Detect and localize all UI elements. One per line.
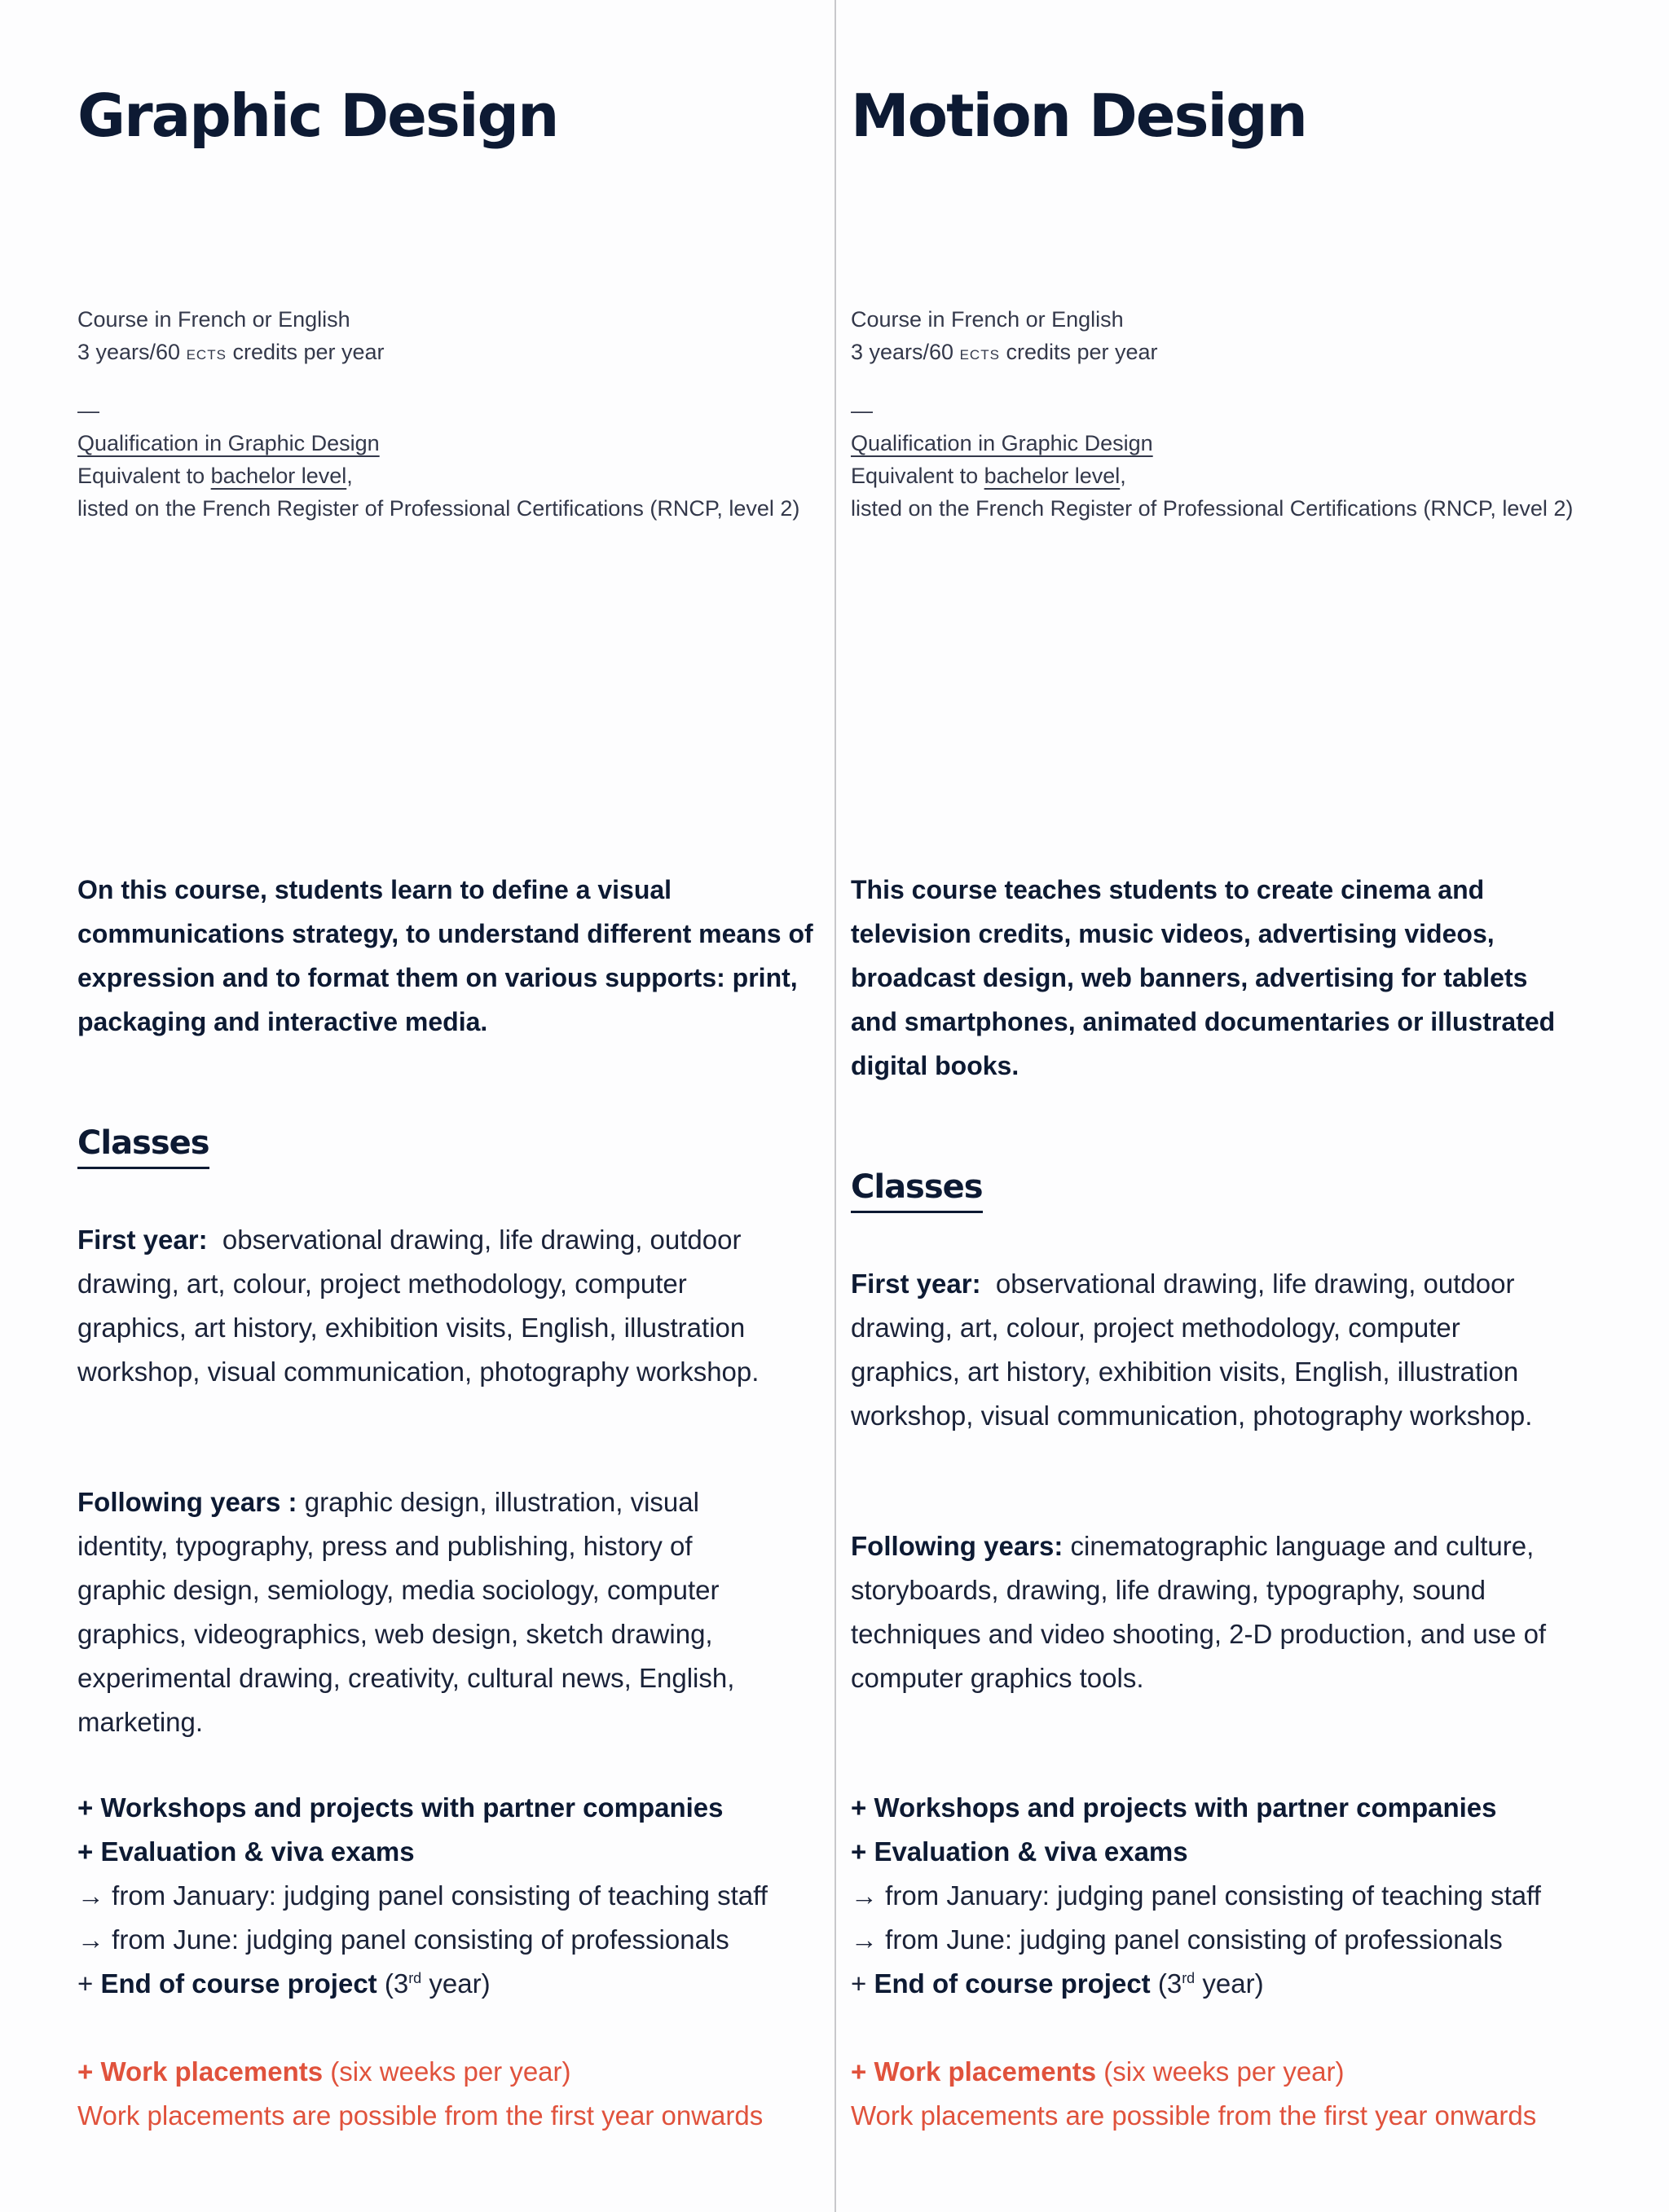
- course-extras: [77, 1786, 892, 2138]
- separator-dash: —: [77, 398, 99, 423]
- qualification-link[interactable]: Qualification in Graphic Design: [851, 431, 1153, 455]
- qualification-link-row: [77, 427, 799, 460]
- course-language: Course in French or English: [851, 307, 1124, 332]
- course-meta: [851, 303, 1573, 525]
- course-meta: [77, 303, 799, 525]
- equivalent-row: Equivalent to bachelor level,: [77, 464, 353, 488]
- workshops-item: + Workshops and projects with partner companies: [77, 1792, 724, 1823]
- course-description: On this course, students learn to define a visual communications strategy, to understand different means of expression and to format them on various supports: print, packaging and interactive media.: [77, 875, 813, 1036]
- course-duration: 3 years/60 ECTS credits per year: [77, 340, 385, 364]
- separator-dash: —: [851, 398, 873, 423]
- following-years-classes: Following years: cinematographic language and culture, storyboards, drawing, life drawing, typography, sound techniques and video shooting, 2-D production, and use of computer graphics tools.: [851, 1531, 1547, 1693]
- work-placements-item: + Work placements (six weeks per year): [851, 2056, 1345, 2087]
- course-description: This course teaches students to create cinema and television credits, music videos, advertising videos, broadcast design, web banners, advertising for tablets and smartphones, animated documentaries or illustrated digital books.: [851, 875, 1556, 1080]
- course-extras: [851, 1786, 1658, 2138]
- classes-heading: Classes: [77, 1123, 209, 1169]
- evaluation-item: + Evaluation & viva exams: [851, 1836, 1188, 1867]
- end-project-item: + End of course project (3rd year): [77, 1968, 491, 1999]
- register-text: listed on the French Register of Professional Certifications (RNCP, level 2): [851, 496, 1574, 521]
- following-years-classes: Following years : graphic design, illustration, visual identity, typography, press and publishing, history of graphic design, semiology, media sociology, computer graphics, videographics, web design, sketch drawing, experimental drawing, creativity, cultural news, English, marketing.: [77, 1487, 735, 1737]
- following-years-label: Following years :: [77, 1487, 297, 1517]
- course-language: Course in French or English: [77, 307, 350, 332]
- work-placements-note: Work placements are possible from the first year onwards: [851, 2100, 1537, 2131]
- bachelor-level-link[interactable]: bachelor level: [984, 464, 1121, 488]
- january-panel: → from January: judging panel consisting of teaching staff: [77, 1880, 768, 1911]
- following-years-label: Following years:: [851, 1531, 1063, 1561]
- course-title: Graphic Design: [77, 81, 558, 150]
- first-year-classes: First year: observational drawing, life drawing, outdoor drawing, art, colour, project methodology, computer graphics, art history, exhibition visits, English, illustration workshop, visual communication, photography workshop.: [851, 1269, 1533, 1431]
- register-text: listed on the French Register of Professional Certifications (RNCP, level 2): [77, 496, 800, 521]
- evaluation-item: + Evaluation & viva exams: [77, 1836, 415, 1867]
- work-placements-note: Work placements are possible from the first year onwards: [77, 2100, 764, 2131]
- work-placements-item: + Work placements (six weeks per year): [77, 2056, 571, 2087]
- first-year-classes: First year: observational drawing, life drawing, outdoor drawing, art, colour, project methodology, computer graphics, art history, exhibition visits, English, illustration workshop, visual communication, photography workshop.: [77, 1225, 760, 1387]
- qualification-link[interactable]: Qualification in Graphic Design: [77, 431, 380, 455]
- equivalent-row: Equivalent to bachelor level,: [851, 464, 1126, 488]
- first-year-label: First year:: [77, 1225, 208, 1255]
- course-title: Motion Design: [851, 81, 1306, 150]
- course-duration: 3 years/60 ECTS credits per year: [851, 340, 1158, 364]
- classes-heading: Classes: [851, 1167, 983, 1213]
- end-project-item: + End of course project (3rd year): [851, 1968, 1264, 1999]
- workshops-item: + Workshops and projects with partner companies: [851, 1792, 1497, 1823]
- bachelor-level-link[interactable]: bachelor level: [210, 464, 347, 488]
- qualification-link-row: [851, 427, 1573, 460]
- june-panel: → from June: judging panel consisting of professionals: [851, 1924, 1503, 1955]
- first-year-label: First year:: [851, 1269, 981, 1299]
- june-panel: → from June: judging panel consisting of professionals: [77, 1924, 729, 1955]
- january-panel: → from January: judging panel consisting of teaching staff: [851, 1880, 1541, 1911]
